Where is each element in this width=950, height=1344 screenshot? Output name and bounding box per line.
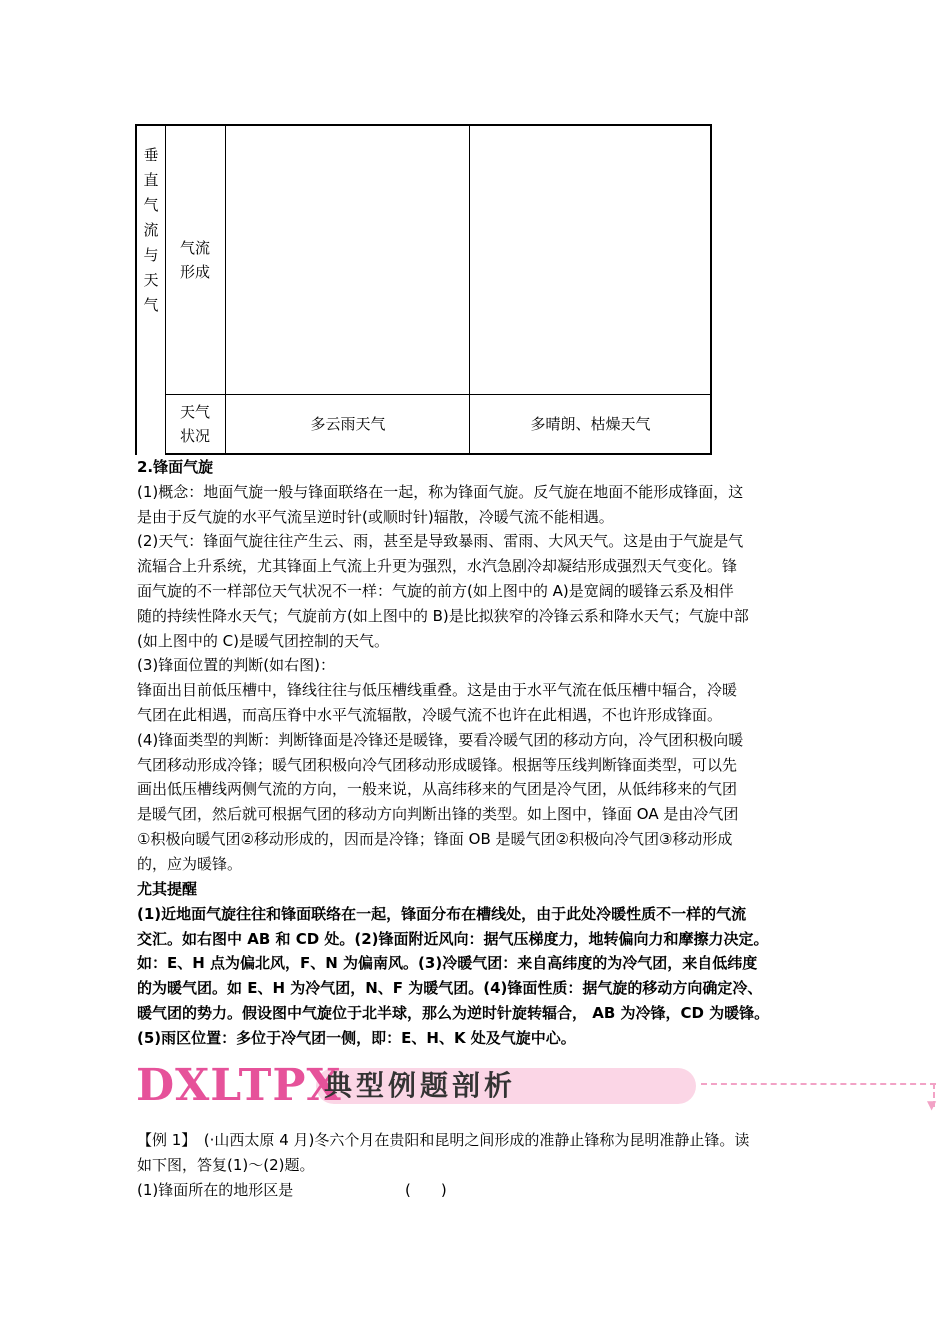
paragraph-line: 是暖气团，然后就可根据气团的移动方向判断出锋的类型。如上图中，锋面 OA 是由冷气团 <box>137 805 739 823</box>
example-line: 如下图，答复(1)～(2)题。 <box>137 1156 315 1174</box>
paragraph-line: (2)天气：锋面气旋往往产生云、雨，甚至是导致暴雨、雷雨、大风天气。这是由于气旋是气 <box>137 532 744 550</box>
paragraph-line: 锋面出目前低压槽中，锋线往往与低压槽线重叠。这是由于水平气流在低压槽中辐合，冷暖 <box>137 681 738 699</box>
row-label-airflow: 气流 形成 <box>180 239 211 281</box>
paragraph-line: 随的持续性降水天气；气旋前方(如上图中的 B)是比拟狭窄的冷锋云系和降水天气；气旋中部 <box>137 607 749 625</box>
example-question: (1)锋面所在的地形区是 <box>137 1181 294 1199</box>
reminder-line: 暖气团的势力。假设图中气旋位于北半球，那么为逆时针旋转辐合， AB 为冷锋，CD 为暖锋。 <box>137 1004 770 1022</box>
paragraph-line: (4)锋面类型的判断：判断锋面是冷锋还是暖锋，要看冷暖气团的移动方向，冷气团积极向暖 <box>137 731 744 749</box>
example-line: 【例 1】 (·山西太原 4 月)冬六个月在贵阳和昆明之间形成的准静止锋称为昆明准静止锋。读 <box>137 1131 750 1149</box>
paragraph-line: ①积极向暖气团②移动形成的，因而是冷锋；锋面 OB 是暖气团②积极向冷气团③移动形成 <box>137 830 733 848</box>
weather-cell-2: 多晴朗、枯燥天气 <box>530 415 651 433</box>
paragraph-line: 面气旋的不一样部位天气状况不一样：气旋的前方(如上图中的 A)是宽阔的暖锋云系及相伴 <box>137 582 734 600</box>
down-arrow-icon: ▼ <box>927 1098 937 1112</box>
row-header-vertical: 垂 直 气 流 与 天 气 <box>143 146 159 314</box>
section-heading: 2.锋面气旋 <box>137 458 214 476</box>
reminder-line: 如：E、H 点为偏北风，F、N 为偏南风。(3)冷暖气团：来自高纬度的为冷气团，来自低纬度 <box>137 954 758 972</box>
reminder-line: 的为暖气团。如 E、H 为冷气团，N、F 为暖气团。(4)锋面性质：据气旋的移动方向确定冷、 <box>137 979 763 997</box>
paragraph-line: 气团在此相遇，而高压脊中水平气流辐散，冷暖气流不也许在此相遇，不也许形成锋面。 <box>137 706 723 724</box>
reminder-heading: 尤其提醒 <box>137 880 198 898</box>
paragraph-line: 的，应为暖锋。 <box>137 855 243 873</box>
banner-dashed-line <box>701 1083 936 1085</box>
answer-blank: ( ) <box>405 1181 447 1199</box>
weather-cell-1: 多云雨天气 <box>310 415 386 433</box>
banner-letters: DXLTPX <box>136 1060 342 1111</box>
paragraph-line: 是由于反气旋的水平气流呈逆时针(或顺时针)辐散，冷暖气流不能相遇。 <box>137 508 614 526</box>
paragraph-line: 画出低压槽线两侧气流的方向，一般来说，从高纬移来的气团是冷气团，从低纬移来的气团 <box>137 780 738 798</box>
banner-title: 典型例题剖析 <box>324 1069 517 1102</box>
paragraph-line: (如上图中的 C)是暖气团控制的天气。 <box>137 632 389 650</box>
paragraph-line: 气团移动形成冷锋；暖气团积极向冷气团移动形成暖锋。根据等压线判断锋面类型，可以先 <box>137 756 738 774</box>
section-banner <box>136 1060 937 1112</box>
paragraph-line: 流辐合上升系统，尤其锋面上气流上升更为强烈，水汽急剧冷却凝结形成强烈天气变化。锋 <box>137 557 738 575</box>
paragraph-line: (1)概念：地面气旋一般与锋面联络在一起，称为锋面气旋。反气旋在地面不能形成锋面，这 <box>137 483 744 501</box>
reminder-line: (5)雨区位置：多位于冷气团一侧，即：E、H、K 处及气旋中心。 <box>137 1029 576 1047</box>
row-label-weather: 天气 状况 <box>180 403 211 445</box>
reminder-line: 交汇。如右图中 AB 和 CD 处。(2)锋面附近风向：据气压梯度力，地转偏向力和摩擦力决定。 <box>137 930 769 948</box>
paragraph-line: (3)锋面位置的判断(如右图)： <box>137 656 335 674</box>
comparison-table <box>135 124 712 455</box>
reminder-line: (1)近地面气旋往往和锋面联络在一起，锋面分布在槽线处，由于此处冷暖性质不一样的气流 <box>137 905 747 923</box>
